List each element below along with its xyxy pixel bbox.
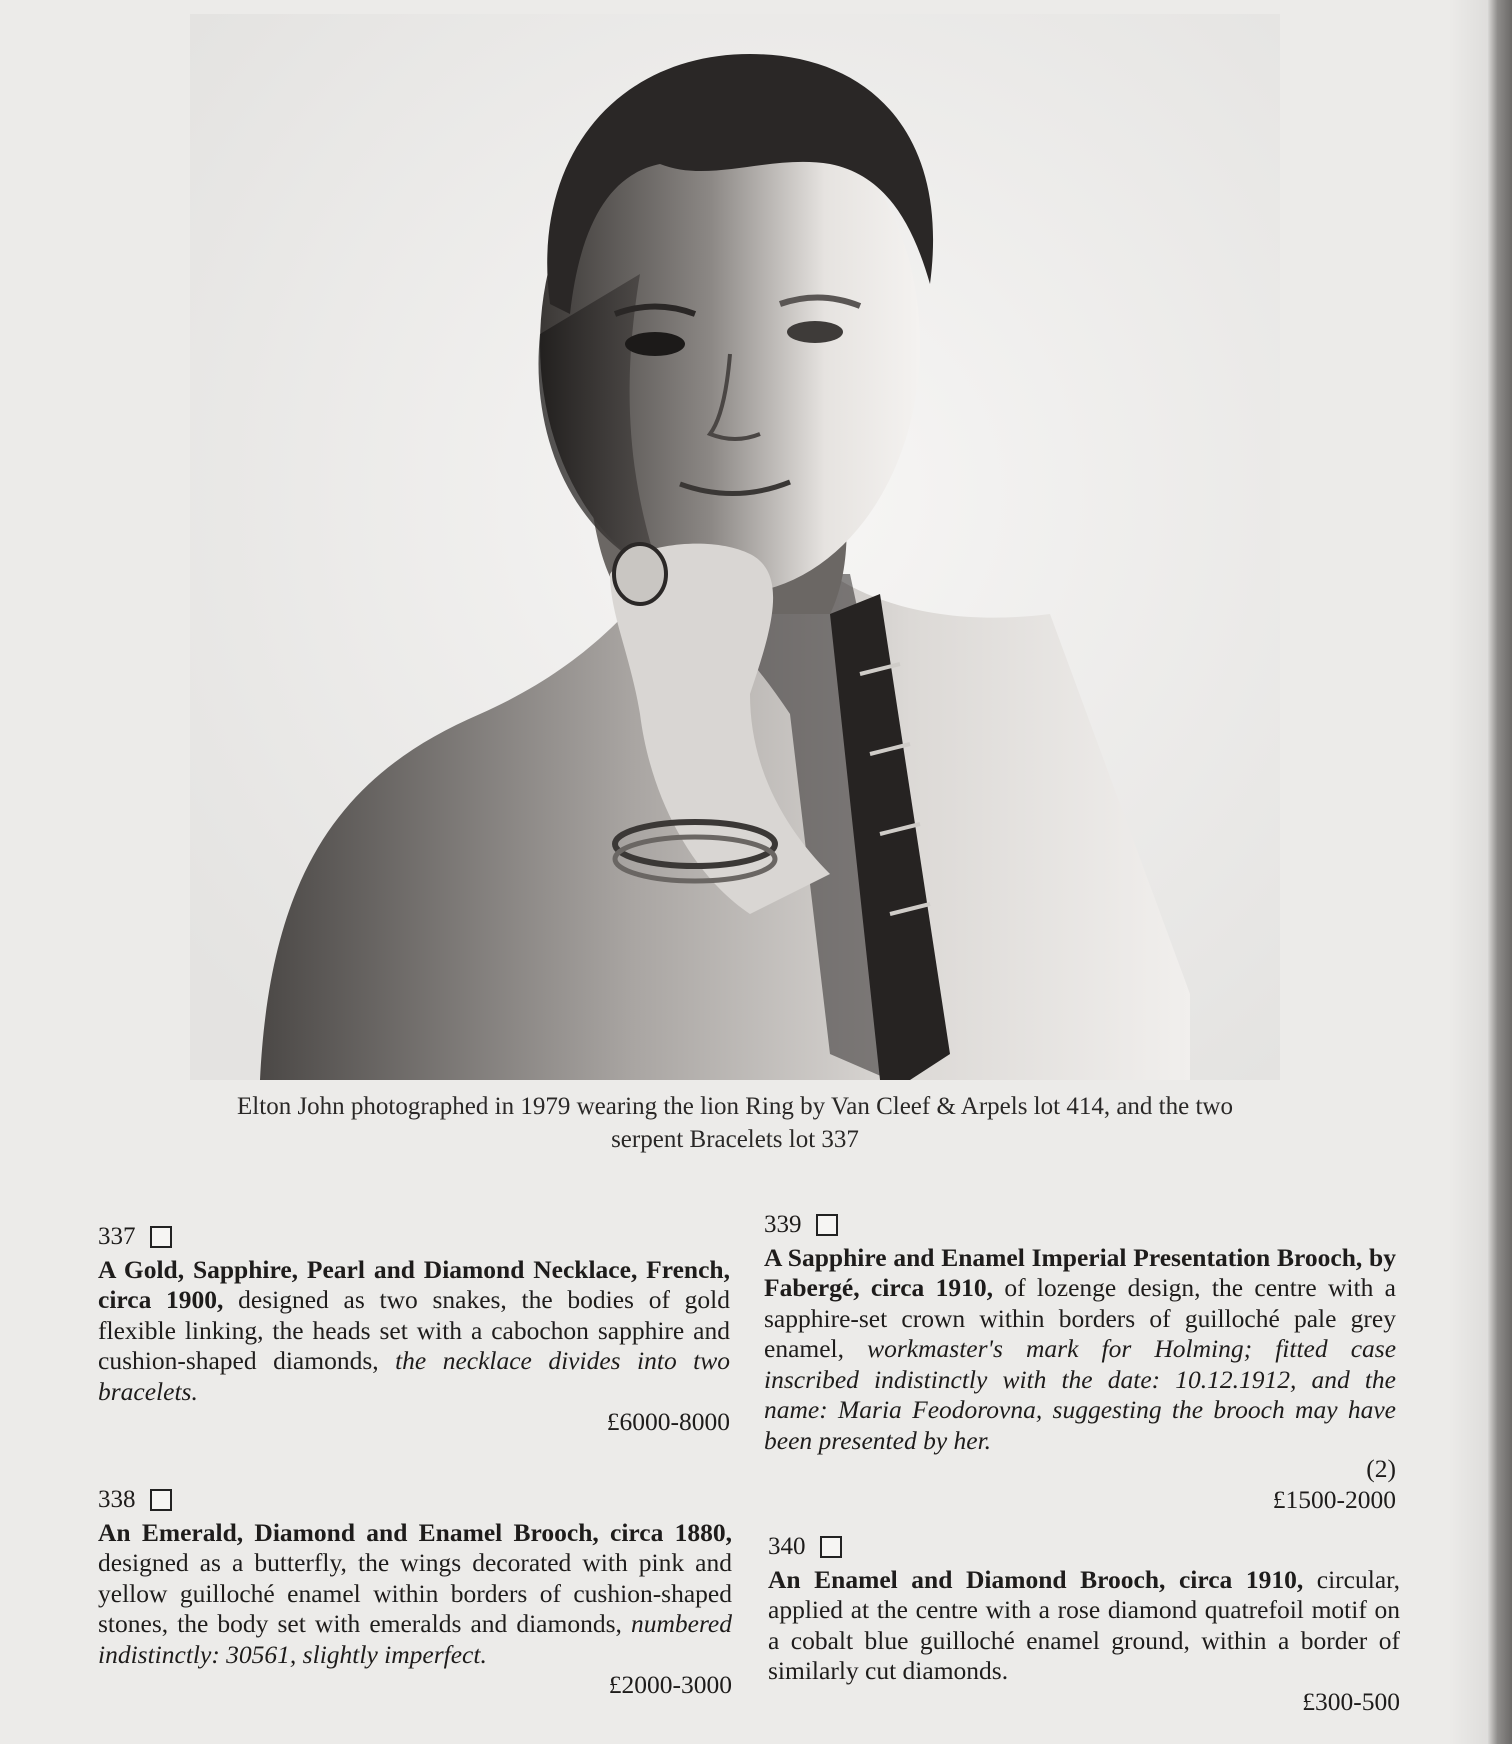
- lot-estimate: £1500-2000: [1272, 1484, 1396, 1514]
- lot-text: designed as a butterfly, the wings decorated with pink and yellow guilloché enamel within borders of cushion-shaped stones, the body set with emeralds and diamonds,: [98, 1548, 732, 1638]
- lot-text: circular, applied at the centre with a rose diamond quatrefoil motif on a cobalt blue guilloché enamel ground, within a border of similarly cut diamonds.: [768, 1564, 1400, 1685]
- lot-text: designed as two snakes, the bodies of gold flexible linking, the heads set with a cabochon sapphire and cushion-shaped diamonds,: [98, 1285, 730, 1375]
- page-gutter-shadow: [1448, 0, 1488, 1744]
- lot-number: 340: [768, 1533, 806, 1560]
- lot-description: [98, 1255, 730, 1408]
- portrait-photo: [190, 14, 1280, 1080]
- lot-text: of lozenge design, the centre with a sapphire-set crown within borders of guilloché pale grey enamel,: [764, 1273, 1396, 1363]
- lot-header: [764, 1210, 1396, 1241]
- lot-title: An Enamel and Diamond Brooch, circa 1910,: [768, 1564, 1304, 1594]
- photo-caption: [110, 1090, 1360, 1156]
- lot-337: [98, 1222, 730, 1438]
- lot-checkbox[interactable]: [820, 1536, 842, 1558]
- portrait-illustration: [190, 14, 1280, 1080]
- lot-checkbox[interactable]: [150, 1226, 172, 1248]
- lot-quantity: (2): [1366, 1454, 1396, 1483]
- lot-339: [764, 1210, 1396, 1515]
- lot-header: [98, 1222, 730, 1253]
- lot-header: [768, 1532, 1400, 1563]
- lot-italic-note: numbered indistinctly: 30561, slightly imperfect.: [98, 1609, 732, 1669]
- lot-number: 337: [98, 1223, 136, 1250]
- lot-checkbox[interactable]: [150, 1489, 172, 1511]
- lot-title: An Emerald, Diamond and Enamel Brooch, circa 1880,: [98, 1517, 732, 1547]
- lot-description: [768, 1565, 1400, 1687]
- caption-line-2: serpent Bracelets lot 337: [611, 1126, 859, 1153]
- lot-estimate: £300-500: [1302, 1686, 1400, 1716]
- lot-number: 338: [98, 1486, 136, 1513]
- lot-estimate: £6000-8000: [606, 1407, 730, 1436]
- lot-338: [98, 1485, 732, 1701]
- lot-checkbox[interactable]: [816, 1214, 838, 1236]
- lot-italic-note: the necklace divides into two bracelets.: [98, 1346, 730, 1406]
- page-edge: [1488, 0, 1512, 1744]
- lot-number: 339: [764, 1211, 802, 1238]
- lot-description: [764, 1243, 1396, 1457]
- lot-title: A Sapphire and Enamel Imperial Presentation Brooch, by Fabergé, circa 1910,: [764, 1242, 1396, 1302]
- lot-estimate: £2000-3000: [608, 1670, 732, 1699]
- caption-line-1: Elton John photographed in 1979 wearing the lion Ring by Van Cleef & Arpels lot 414, and the two: [237, 1093, 1233, 1120]
- lot-italic-note: workmaster's mark for Holming; fitted case inscribed indistinctly with the date: 10.12.1912, and the name: Maria Feodorovna, suggesting the brooch may have been presented by her.: [764, 1334, 1397, 1455]
- lot-340: [768, 1532, 1400, 1717]
- lot-header: [98, 1485, 732, 1516]
- lot-title: A Gold, Sapphire, Pearl and Diamond Necklace, French, circa 1900,: [98, 1254, 730, 1314]
- lot-description: [98, 1518, 732, 1671]
